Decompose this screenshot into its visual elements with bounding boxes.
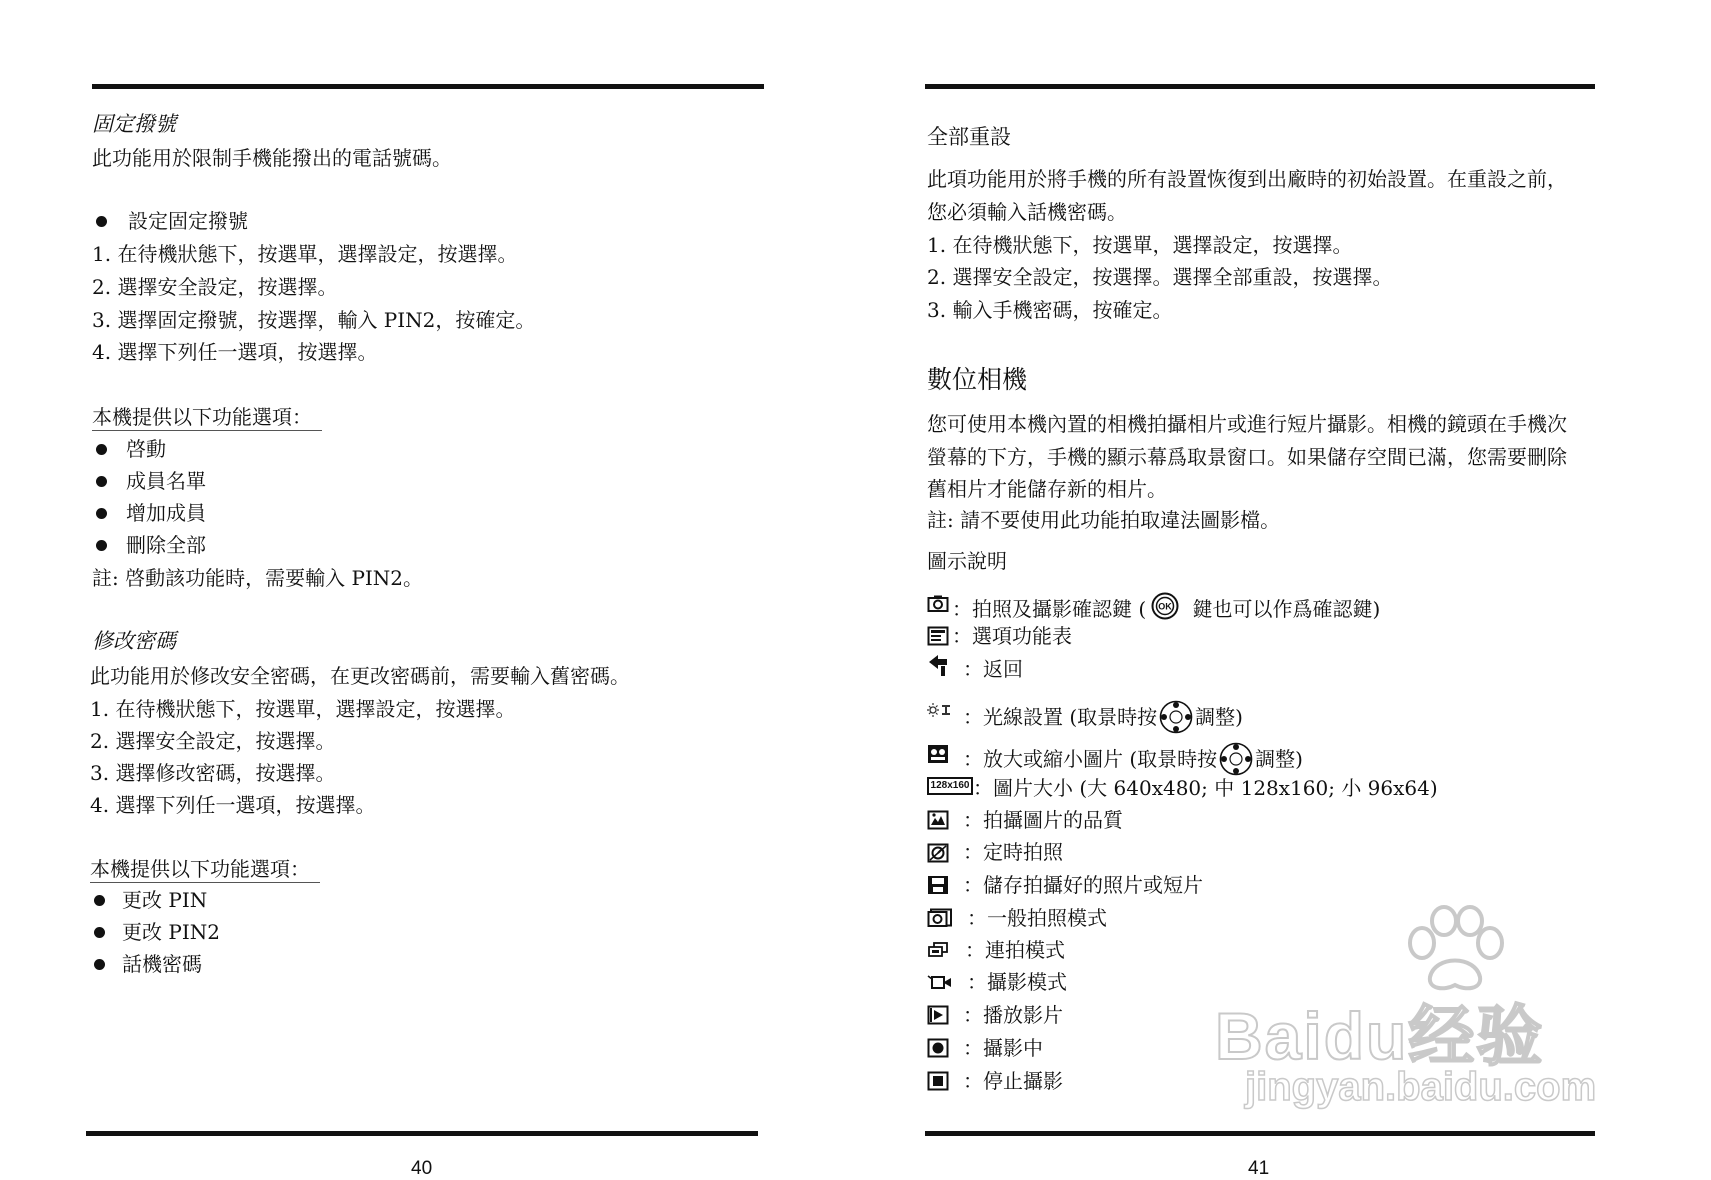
fixed-dial-options-title: 本機提供以下功能選項： xyxy=(92,405,312,429)
bullet xyxy=(96,476,107,487)
watermark-brand: Baidu经验 xyxy=(1215,999,1545,1073)
camera-description-line: 螢幕的下方，手機的顯示幕爲取景窗口。如果儲存空間已滿，您需要刪除 xyxy=(927,445,1567,469)
page-number: 41 xyxy=(1248,1158,1270,1179)
fixed-dial-option: 成員名單 xyxy=(126,469,206,493)
nav-key-icon xyxy=(1159,700,1193,734)
legend-text: ：播放影片 xyxy=(963,1003,1063,1027)
options-menu-icon xyxy=(927,626,949,646)
reset-step: 3. 輸入手機密碼，按確定。 xyxy=(927,298,1173,322)
fixed-dial-step: 3. 選擇固定撥號，按選擇，輸入 PIN2，按確定。 xyxy=(92,308,536,332)
recording-icon xyxy=(927,1038,949,1058)
video-mode-icon xyxy=(927,974,953,990)
change-password-step: 3. 選擇修改密碼，按選擇。 xyxy=(90,761,336,785)
nav-key-icon xyxy=(1219,742,1253,776)
play-video-icon xyxy=(927,1005,949,1025)
page-number: 40 xyxy=(411,1158,433,1179)
top-rule xyxy=(92,84,764,89)
legend-text: ：光線設置 (取景時按 調整) xyxy=(963,700,1243,734)
bullet xyxy=(96,508,107,519)
legend-text: ：連拍模式 xyxy=(965,938,1065,962)
section-title-change-password: 修改密碼 xyxy=(92,629,176,653)
save-icon xyxy=(927,875,949,895)
change-password-option: 話機密碼 xyxy=(122,952,202,976)
fixed-dial-bullet-label: 設定固定撥號 xyxy=(128,209,248,233)
legend-title: 圖示說明 xyxy=(927,549,1007,573)
ok-key-icon xyxy=(1150,592,1180,620)
stop-recording-icon xyxy=(927,1071,949,1091)
underline xyxy=(90,882,320,883)
legend-text: ：停止攝影 xyxy=(963,1069,1063,1093)
reset-step: 1. 在待機狀態下，按選單，選擇設定，按選擇。 xyxy=(927,233,1353,257)
watermark xyxy=(1215,905,1655,1125)
section-title-camera: 數位相機 xyxy=(927,365,1028,394)
bullet xyxy=(96,444,107,455)
paw-logo-icon xyxy=(1400,905,1510,995)
legend-text: ：攝影中 xyxy=(963,1036,1043,1060)
watermark-url: jingyan.baidu.com xyxy=(1245,1065,1597,1109)
svg-text:OK: OK xyxy=(1158,601,1172,612)
fixed-dial-description: 此功能用於限制手機能撥出的電話號碼。 xyxy=(92,146,452,170)
fixed-dial-option: 刪除全部 xyxy=(126,533,206,557)
bullet xyxy=(96,540,107,551)
camera-description-line: 舊相片才能儲存新的相片。 xyxy=(927,477,1167,501)
fixed-dial-note: 註: 啓動該功能時，需要輸入 PIN2。 xyxy=(92,566,424,590)
legend-text: ：儲存拍攝好的照片或短片 xyxy=(963,873,1203,897)
camera-capture-icon xyxy=(927,594,949,614)
legend-text: ：定時拍照 xyxy=(963,840,1063,864)
bottom-rule xyxy=(925,1131,1595,1136)
legend-text: ：選項功能表 xyxy=(952,624,1072,648)
legend-text: ：放大或縮小圖片 (取景時按 調整) xyxy=(963,742,1303,776)
fixed-dial-step: 2. 選擇安全設定，按選擇。 xyxy=(92,275,338,299)
fixed-dial-step: 4. 選擇下列任一選項，按選擇。 xyxy=(92,340,378,364)
self-timer-icon xyxy=(927,843,949,863)
normal-mode-icon xyxy=(927,908,953,928)
burst-mode-icon xyxy=(927,942,949,958)
legend-text: ：返回 xyxy=(963,657,1023,681)
change-password-step: 4. 選擇下列任一選項，按選擇。 xyxy=(90,793,376,817)
change-password-option: 更改 PIN2 xyxy=(122,920,220,944)
legend-text: ：拍照及攝影確認鍵 ( OK 鍵也可以作爲確認鍵) xyxy=(952,592,1380,621)
bullet xyxy=(96,216,107,227)
camera-note: 註: 請不要使用此功能拍取違法圖影檔。 xyxy=(927,508,1281,532)
legend-text: ：攝影模式 xyxy=(967,970,1067,994)
section-title-reset: 全部重設 xyxy=(927,125,1011,149)
section-title-fixed-dial: 固定撥號 xyxy=(92,112,176,136)
change-password-option: 更改 PIN xyxy=(122,888,208,912)
fixed-dial-option: 啓動 xyxy=(126,437,166,461)
image-size-icon: 128x160 xyxy=(927,777,973,795)
legend-text: ：圖片大小 (大 640x480; 中 128x160; 小 96x64) xyxy=(973,776,1438,800)
reset-description-line: 此項功能用於將手機的所有設置恢復到出廠時的初始設置。在重設之前， xyxy=(927,167,1567,191)
fixed-dial-step: 1. 在待機狀態下，按選單，選擇設定，按選擇。 xyxy=(92,242,518,266)
underline xyxy=(92,430,322,431)
change-password-options-title: 本機提供以下功能選項： xyxy=(90,857,310,881)
camera-description-line: 您可使用本機內置的相機拍攝相片或進行短片攝影。相機的鏡頭在手機次 xyxy=(927,412,1567,436)
legend-text: ：拍攝圖片的品質 xyxy=(963,808,1123,832)
change-password-step: 2. 選擇安全設定，按選擇。 xyxy=(90,729,336,753)
change-password-description: 此功能用於修改安全密碼，在更改密碼前，需要輸入舊密碼。 xyxy=(90,664,630,688)
photo-quality-icon xyxy=(927,810,949,830)
reset-description-line: 您必須輸入話機密碼。 xyxy=(927,200,1127,224)
bottom-rule xyxy=(86,1131,758,1136)
bullet xyxy=(94,959,105,970)
legend-text: ：一般拍照模式 xyxy=(967,906,1107,930)
bullet xyxy=(94,895,105,906)
brightness-icon xyxy=(927,702,955,718)
fixed-dial-option: 增加成員 xyxy=(126,501,206,525)
zoom-icon xyxy=(927,744,949,764)
top-rule xyxy=(925,84,1595,89)
reset-step: 2. 選擇安全設定，按選擇。選擇全部重設，按選擇。 xyxy=(927,265,1393,289)
change-password-step: 1. 在待機狀態下，按選單，選擇設定，按選擇。 xyxy=(90,697,516,721)
back-arrow-icon xyxy=(927,654,949,678)
left-page xyxy=(0,0,855,1178)
bullet xyxy=(94,927,105,938)
